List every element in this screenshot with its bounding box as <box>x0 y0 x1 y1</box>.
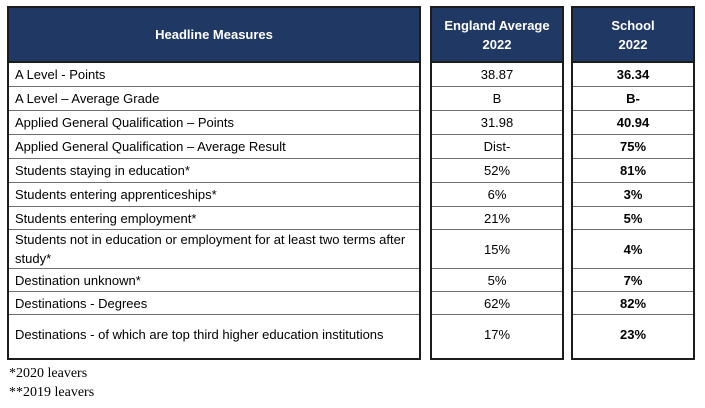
table-row <box>432 159 562 183</box>
table-row <box>9 63 419 87</box>
measure-label: Applied General Qualification – Points <box>15 115 234 130</box>
measure-label: Destinations - Degrees <box>15 295 148 311</box>
england-value: 52% <box>483 163 511 178</box>
school-header <box>573 8 693 63</box>
table-row <box>573 292 693 315</box>
table-row <box>432 230 562 269</box>
england-value: Dist- <box>483 139 511 154</box>
table-row <box>9 207 419 230</box>
table-row <box>9 292 419 315</box>
england-value: 31.98 <box>480 115 514 130</box>
school-value: 75% <box>619 139 647 154</box>
footnote-2019: **2019 leavers <box>9 385 95 400</box>
table-row <box>573 269 693 292</box>
measure-label: Applied General Qualification – Average Result <box>15 139 286 154</box>
school-column <box>571 6 695 360</box>
table-row <box>432 63 562 87</box>
measures-header-label: Headline Measures <box>155 27 273 42</box>
england-header-line1: England Average <box>444 17 550 33</box>
table-row <box>573 111 693 135</box>
table-row <box>9 183 419 207</box>
table-row <box>9 230 419 269</box>
table-row <box>432 183 562 207</box>
measure-label: Students entering employment* <box>15 210 197 226</box>
table-row <box>432 111 562 135</box>
school-value: 3% <box>623 187 643 202</box>
school-value: B- <box>626 91 640 106</box>
table-row <box>573 230 693 269</box>
table-row <box>432 292 562 315</box>
table-row <box>432 269 562 292</box>
table-row <box>432 135 562 159</box>
table-row <box>573 207 693 230</box>
england-value: 17% <box>483 327 511 342</box>
table-row <box>573 159 693 183</box>
measures-header <box>9 8 419 63</box>
table-row <box>9 269 419 292</box>
school-value: 4% <box>623 241 643 257</box>
school-value: 23% <box>619 327 647 342</box>
measure-label: Students entering apprenticeships* <box>15 187 217 202</box>
table-row <box>9 135 419 159</box>
school-header-line2: 2022 <box>618 36 648 52</box>
school-value: 40.94 <box>616 115 650 130</box>
measure-label: Students not in education or employment for at least two terms after study* <box>15 232 406 266</box>
england-value: 21% <box>483 210 511 226</box>
measures-column <box>7 6 421 360</box>
measure-label: A Level - Points <box>15 67 106 82</box>
table-row <box>573 315 693 354</box>
measure-label: Destinations - of which are top third higher education institutions <box>15 327 384 342</box>
table-row <box>9 159 419 183</box>
england-value: 38.87 <box>480 67 514 82</box>
table-row <box>573 87 693 111</box>
table-row <box>9 87 419 111</box>
table-row <box>432 207 562 230</box>
school-value: 82% <box>619 295 647 311</box>
measure-label: Destination unknown* <box>15 272 141 288</box>
measure-label: Students staying in education* <box>15 163 190 178</box>
england-average-column <box>430 6 564 360</box>
school-value: 81% <box>619 163 647 178</box>
england-value: 15% <box>483 241 511 257</box>
england-value: 6% <box>487 187 507 202</box>
england-average-header <box>432 8 562 63</box>
footnote-2020: *2020 leavers <box>9 366 88 381</box>
england-value: 5% <box>487 272 507 288</box>
table-row <box>573 63 693 87</box>
table-row <box>573 183 693 207</box>
england-header-line2: 2022 <box>482 36 512 52</box>
school-value: 5% <box>623 210 643 226</box>
school-value: 36.34 <box>616 67 650 82</box>
table-row <box>9 315 419 354</box>
table-row <box>432 315 562 354</box>
table-row <box>9 111 419 135</box>
table-row <box>573 135 693 159</box>
table-row <box>432 87 562 111</box>
school-header-line1: School <box>611 17 655 33</box>
england-value: 62% <box>483 295 511 311</box>
england-value: B <box>492 91 502 106</box>
footnotes <box>9 364 94 402</box>
school-value: 7% <box>623 272 643 288</box>
measure-label: A Level – Average Grade <box>15 91 160 106</box>
